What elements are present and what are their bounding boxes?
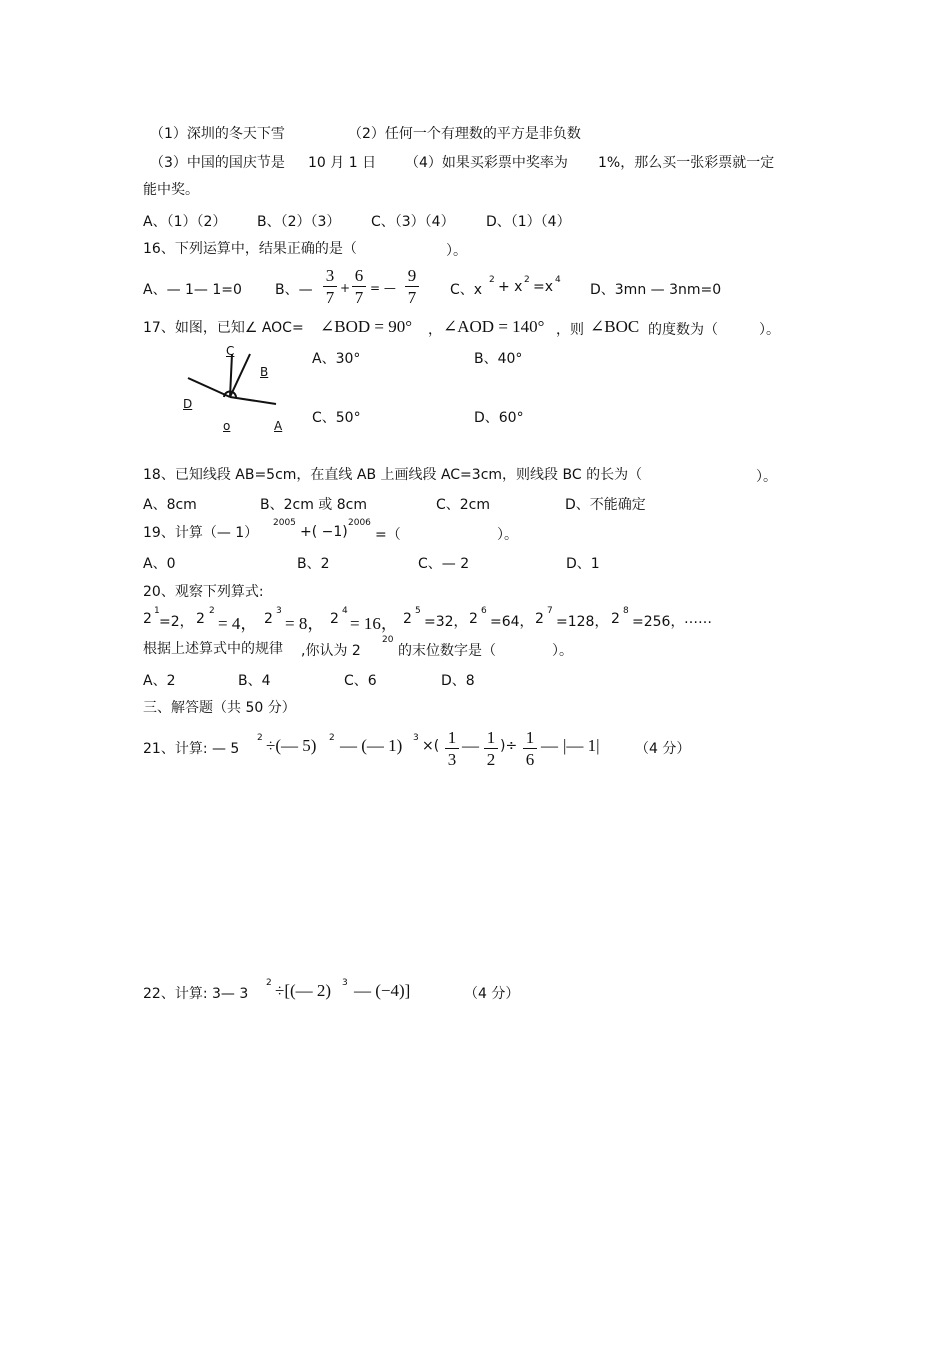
q16-option-b-label: B、— bbox=[275, 282, 313, 298]
power-value: = 8， bbox=[285, 614, 325, 633]
q16-stem: 16、下列运算中，结果正确的是（ bbox=[143, 241, 357, 257]
q16-option-c-label: C、x bbox=[450, 282, 483, 298]
denominator: 2 bbox=[486, 750, 496, 769]
fraction-bar bbox=[523, 748, 537, 749]
q19-exponent-2: 2006 bbox=[348, 518, 371, 528]
q20-rule-close: ）。 bbox=[552, 643, 573, 659]
q15-option-d: D、（1）（4） bbox=[486, 214, 571, 230]
q20-option-a: A、2 bbox=[143, 673, 176, 689]
fraction-bar bbox=[405, 286, 419, 287]
q22-part-3: — (−4)] bbox=[354, 981, 411, 1000]
q22-exponent-1: 2 bbox=[266, 978, 272, 988]
q21-times: ×( bbox=[422, 738, 440, 754]
q19-eq: =（ bbox=[375, 527, 401, 543]
q21-fraction-1 bbox=[445, 728, 459, 769]
numerator: 1 bbox=[486, 728, 496, 747]
figure-label-c: C bbox=[226, 344, 235, 358]
q17-stem-aod: ∠AOD = 140° bbox=[443, 317, 545, 336]
q20-rule-exponent: 20 bbox=[382, 635, 394, 645]
q21-exponent-2: 2 bbox=[329, 733, 335, 743]
denominator: 7 bbox=[354, 288, 364, 307]
fraction-bar bbox=[445, 748, 459, 749]
denominator: 3 bbox=[447, 750, 457, 769]
q21-fraction-2 bbox=[484, 728, 498, 769]
q16-fraction-3 bbox=[405, 266, 419, 307]
q17-stem-f: 的度数为（ bbox=[648, 322, 718, 338]
q19-stem: 19、计算（— 1） bbox=[143, 525, 259, 541]
ray-ob bbox=[230, 354, 250, 397]
q15-item-1: （1）深圳的冬天下雪 bbox=[150, 126, 285, 142]
q15-option-a: A、（1）（2） bbox=[143, 214, 227, 230]
power-base: 2 bbox=[196, 611, 205, 627]
q21-exponent-3: 3 bbox=[413, 733, 419, 743]
power-base: 2 bbox=[611, 611, 620, 627]
q18-stem-close: ）。 bbox=[756, 469, 777, 485]
q21-minus: — bbox=[462, 736, 479, 755]
q19-mid: +( −1) bbox=[300, 524, 348, 540]
power-value: = 4， bbox=[218, 614, 258, 633]
power-exponent: 4 bbox=[342, 606, 348, 616]
q16-option-a: A、— 1— 1=0 bbox=[143, 282, 242, 298]
q19-close: ）。 bbox=[497, 527, 518, 543]
q19-option-c: C、— 2 bbox=[418, 556, 470, 572]
power-base: 2 bbox=[403, 611, 412, 627]
power-exponent: 2 bbox=[209, 606, 215, 616]
section-3-heading: 三、解答题（共 50 分） bbox=[143, 700, 296, 716]
q21-part-3: — (— 1) bbox=[340, 736, 403, 755]
power-exponent: 3 bbox=[276, 606, 282, 616]
q16-fraction-2 bbox=[352, 266, 366, 307]
fraction-bar bbox=[323, 286, 337, 287]
denominator: 7 bbox=[407, 288, 417, 307]
ellipsis: …… bbox=[684, 611, 712, 627]
q15-item-4-b: 1%，那么买一张彩票就一定 bbox=[598, 155, 775, 171]
q17-option-c: C、50° bbox=[312, 410, 361, 426]
q15-option-c: C、（3）（4） bbox=[371, 214, 455, 230]
power-value: =128， bbox=[556, 614, 609, 630]
numerator: 6 bbox=[354, 266, 364, 285]
q20-stem: 20、观察下列算式: bbox=[143, 584, 264, 600]
q16-c-exponent-2: 2 bbox=[524, 275, 530, 285]
q16-c-mid: + x bbox=[498, 279, 523, 295]
power-exponent: 7 bbox=[547, 606, 553, 616]
ray-od bbox=[188, 378, 230, 397]
numerator: 9 bbox=[407, 266, 417, 285]
q18-option-a: A、8cm bbox=[143, 497, 197, 513]
q20-rule-b: ,你认为 2 bbox=[301, 643, 361, 659]
power-exponent: 6 bbox=[481, 606, 487, 616]
q21-score: （4 分） bbox=[635, 741, 691, 757]
q18-option-c: C、2cm bbox=[436, 497, 491, 513]
denominator: 7 bbox=[325, 288, 335, 307]
power-exponent: 8 bbox=[623, 606, 629, 616]
q16-option-d: D、3mn — 3nm=0 bbox=[590, 282, 722, 298]
q21-absolute-value: |— 1| bbox=[563, 736, 600, 755]
q17-option-a: A、30° bbox=[312, 351, 361, 367]
q15-item-4-a: （4）如果买彩票中奖率为 bbox=[405, 155, 568, 171]
q22-part-2: ÷[(— 2) bbox=[275, 981, 332, 1000]
q16-fraction-1 bbox=[323, 266, 337, 307]
q17-stem-a: 17、如图，已知∠ AOC= bbox=[143, 320, 304, 336]
fraction-bar bbox=[484, 748, 498, 749]
figure-label-o: o bbox=[223, 419, 231, 433]
figure-label-b: B bbox=[260, 365, 269, 379]
figure-label-a: A bbox=[274, 419, 283, 433]
power-base: 2 bbox=[469, 611, 478, 627]
q21-divide: )÷ bbox=[500, 738, 518, 754]
q21-part-2: ÷(— 5) bbox=[266, 736, 317, 755]
numerator: 3 bbox=[325, 266, 335, 285]
q21-exponent-1: 2 bbox=[257, 733, 263, 743]
q15-item-2: （2）任何一个有理数的平方是非负数 bbox=[348, 126, 581, 142]
q19-option-a: A、0 bbox=[143, 556, 176, 572]
power-exponent: 5 bbox=[415, 606, 421, 616]
q20-option-b: B、4 bbox=[238, 673, 271, 689]
q20-option-c: C、6 bbox=[344, 673, 377, 689]
q20-rule-c: 的末位数字是（ bbox=[398, 643, 496, 659]
q22-score: （4 分） bbox=[464, 986, 520, 1002]
figure-label-d: D bbox=[183, 397, 193, 411]
q16-plus: + bbox=[340, 281, 351, 295]
q19-option-d: D、1 bbox=[566, 556, 600, 572]
q21-stem: 21、计算: — 5 bbox=[143, 741, 240, 757]
q19-exponent-1: 2005 bbox=[273, 518, 296, 528]
q17-stem-then: ，则 bbox=[556, 322, 584, 338]
power-base: 2 bbox=[330, 611, 339, 627]
q18-stem: 18、已知线段 AB=5cm，在直线 AB 上画线段 AC=3cm，则线段 BC 的长为（ bbox=[143, 467, 643, 483]
q17-stem-boc: ∠BOC bbox=[590, 317, 640, 336]
power-base: 2 bbox=[143, 611, 152, 627]
q15-item-4-c: 能中奖。 bbox=[143, 182, 199, 198]
q15-option-b: B、（2）（3） bbox=[257, 214, 341, 230]
q15-item-3-a: （3）中国的国庆节是 bbox=[150, 155, 285, 171]
q20-rule-a: 根据上述算式中的规律 bbox=[143, 641, 283, 657]
q16-c-eq: =x bbox=[533, 279, 554, 295]
power-value: = 16， bbox=[350, 614, 398, 633]
fraction-bar bbox=[352, 286, 366, 287]
power-base: 2 bbox=[535, 611, 544, 627]
q17-option-b: B、40° bbox=[474, 351, 523, 367]
q20-option-d: D、8 bbox=[441, 673, 475, 689]
q16-stem-close: ）。 bbox=[446, 243, 467, 259]
power-value: =32， bbox=[424, 614, 468, 630]
power-value: =64， bbox=[490, 614, 534, 630]
power-value: =256， bbox=[632, 614, 685, 630]
q18-option-d: D、不能确定 bbox=[565, 497, 646, 513]
q16-equals: = — bbox=[370, 281, 396, 295]
power-exponent: 1 bbox=[154, 606, 160, 616]
q16-c-exponent-3: 4 bbox=[555, 275, 561, 285]
power-base: 2 bbox=[264, 611, 273, 627]
q17-option-d: D、60° bbox=[474, 410, 524, 426]
q17-stem-bod: ∠BOD = 90° bbox=[320, 317, 413, 336]
q17-stem-close: ）。 bbox=[759, 322, 780, 338]
numerator: 1 bbox=[525, 728, 535, 747]
numerator: 1 bbox=[447, 728, 457, 747]
q17-comma: ， bbox=[428, 322, 442, 338]
power-value: =2， bbox=[159, 614, 194, 630]
q15-item-3-b: 10 月 1 日 bbox=[308, 155, 377, 171]
q16-c-exponent-1: 2 bbox=[489, 275, 495, 285]
denominator: 6 bbox=[525, 750, 535, 769]
q19-option-b: B、2 bbox=[297, 556, 330, 572]
q22-stem: 22、计算: 3— 3 bbox=[143, 986, 249, 1002]
q21-fraction-3 bbox=[523, 728, 537, 769]
q21-minus-2: — bbox=[541, 736, 558, 755]
q18-option-b: B、2cm 或 8cm bbox=[260, 497, 367, 513]
q22-exponent-2: 3 bbox=[342, 978, 348, 988]
